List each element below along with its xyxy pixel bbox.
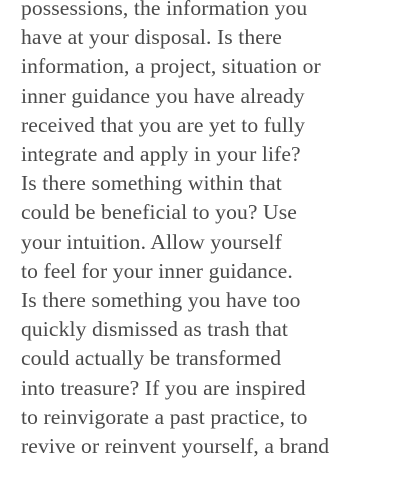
- text-line: revive or reinvent yourself, a brand: [21, 434, 330, 459]
- text-line: inner guidance you have already: [21, 83, 305, 108]
- text-line: have at your disposal. Is there: [21, 25, 282, 50]
- text-line: could actually be transformed: [21, 346, 282, 371]
- text-line: quickly dismissed as trash that: [21, 317, 288, 342]
- body-text: [21, 0, 396, 461]
- text-line: into treasure? If you are inspired: [21, 375, 306, 400]
- text-line: to reinvigorate a past practice, to: [21, 404, 308, 429]
- text-line: Is there something you have too: [21, 288, 301, 313]
- text-line: your intuition. Allow yourself: [21, 229, 282, 254]
- text-line: to feel for your inner guidance.: [21, 258, 293, 283]
- text-line: integrate and apply in your life?: [21, 142, 301, 167]
- text-line: Is there something within that: [21, 171, 282, 196]
- text-line: received that you are yet to fully: [21, 112, 306, 137]
- text-line: possessions, the information you: [21, 0, 308, 20]
- text-line: could be beneficial to you? Use: [21, 200, 297, 225]
- text-line: information, a project, situation or: [21, 54, 321, 79]
